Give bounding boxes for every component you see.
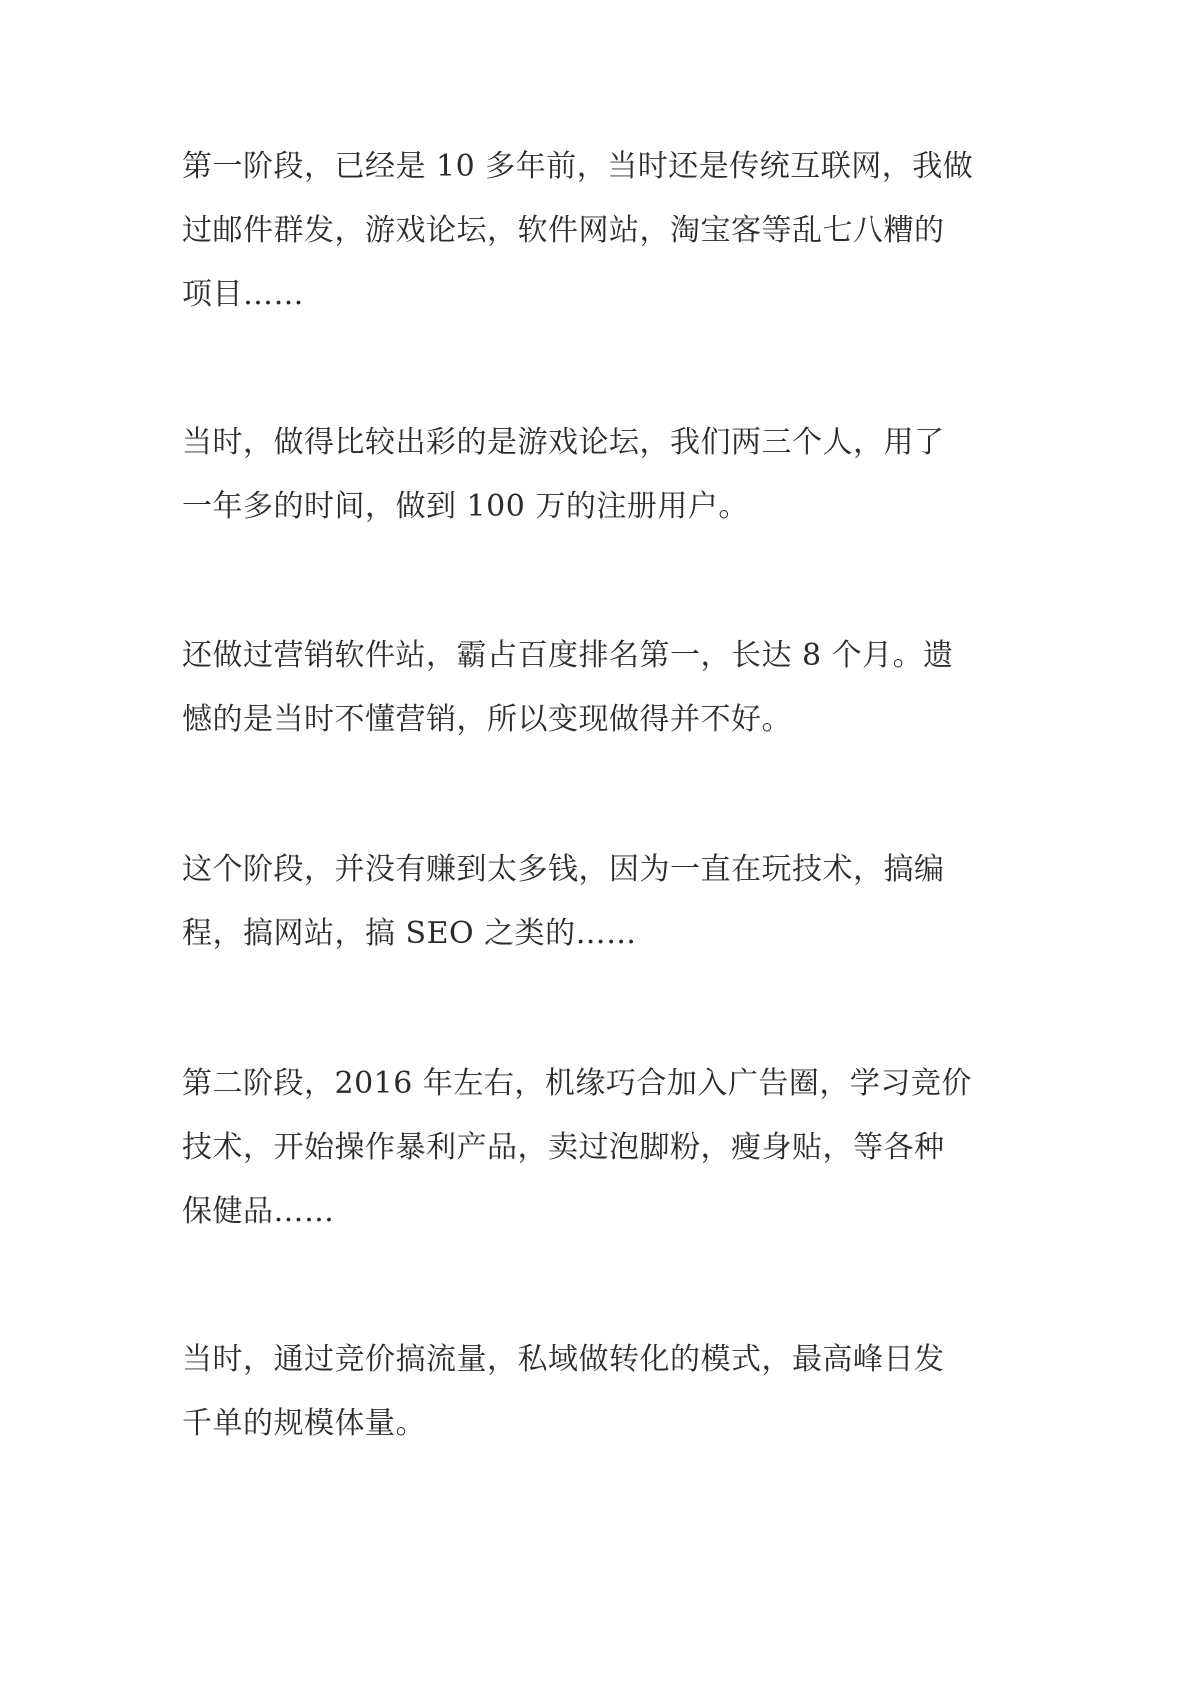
text-line: 当时，通过竞价搞流量，私域做转化的模式，最高峰日发 bbox=[182, 1342, 945, 1377]
text-line: 当时，做得比较出彩的是游戏论坛，我们两三个人，用了 bbox=[182, 425, 945, 460]
paragraph-stage-one bbox=[182, 135, 973, 327]
text-line: 这个阶段，并没有赚到太多钱，因为一直在玩技术，搞编 bbox=[182, 852, 945, 887]
paragraph-marketing-software bbox=[182, 624, 954, 752]
text-line: 过邮件群发，游戏论坛，软件网站，淘宝客等乱七八糟的 bbox=[182, 213, 945, 248]
text-line: 千单的规模体量。 bbox=[182, 1406, 426, 1441]
paragraph-game-forum bbox=[182, 411, 945, 539]
paragraph-traffic-model bbox=[182, 1328, 945, 1456]
paragraph-stage-two bbox=[182, 1052, 972, 1244]
text-line: 技术，开始操作暴利产品，卖过泡脚粉，瘦身贴，等各种 bbox=[182, 1130, 945, 1165]
text-line: 还做过营销软件站，霸占百度排名第一，长达 8 个月。遗 bbox=[182, 638, 954, 673]
text-line: 项目…… bbox=[182, 277, 304, 312]
text-line: 第一阶段，已经是 10 多年前，当时还是传统互联网，我做 bbox=[182, 149, 974, 184]
text-line: 憾的是当时不懂营销，所以变现做得并不好。 bbox=[182, 702, 792, 737]
text-line: 一年多的时间，做到 100 万的注册用户。 bbox=[182, 489, 749, 524]
text-line: 程，搞网站，搞 SEO 之类的…… bbox=[182, 916, 637, 951]
paragraph-tech-period bbox=[182, 838, 945, 966]
text-line: 保健品…… bbox=[182, 1194, 335, 1229]
text-line: 第二阶段，2016 年左右，机缘巧合加入广告圈，学习竞价 bbox=[182, 1066, 972, 1101]
